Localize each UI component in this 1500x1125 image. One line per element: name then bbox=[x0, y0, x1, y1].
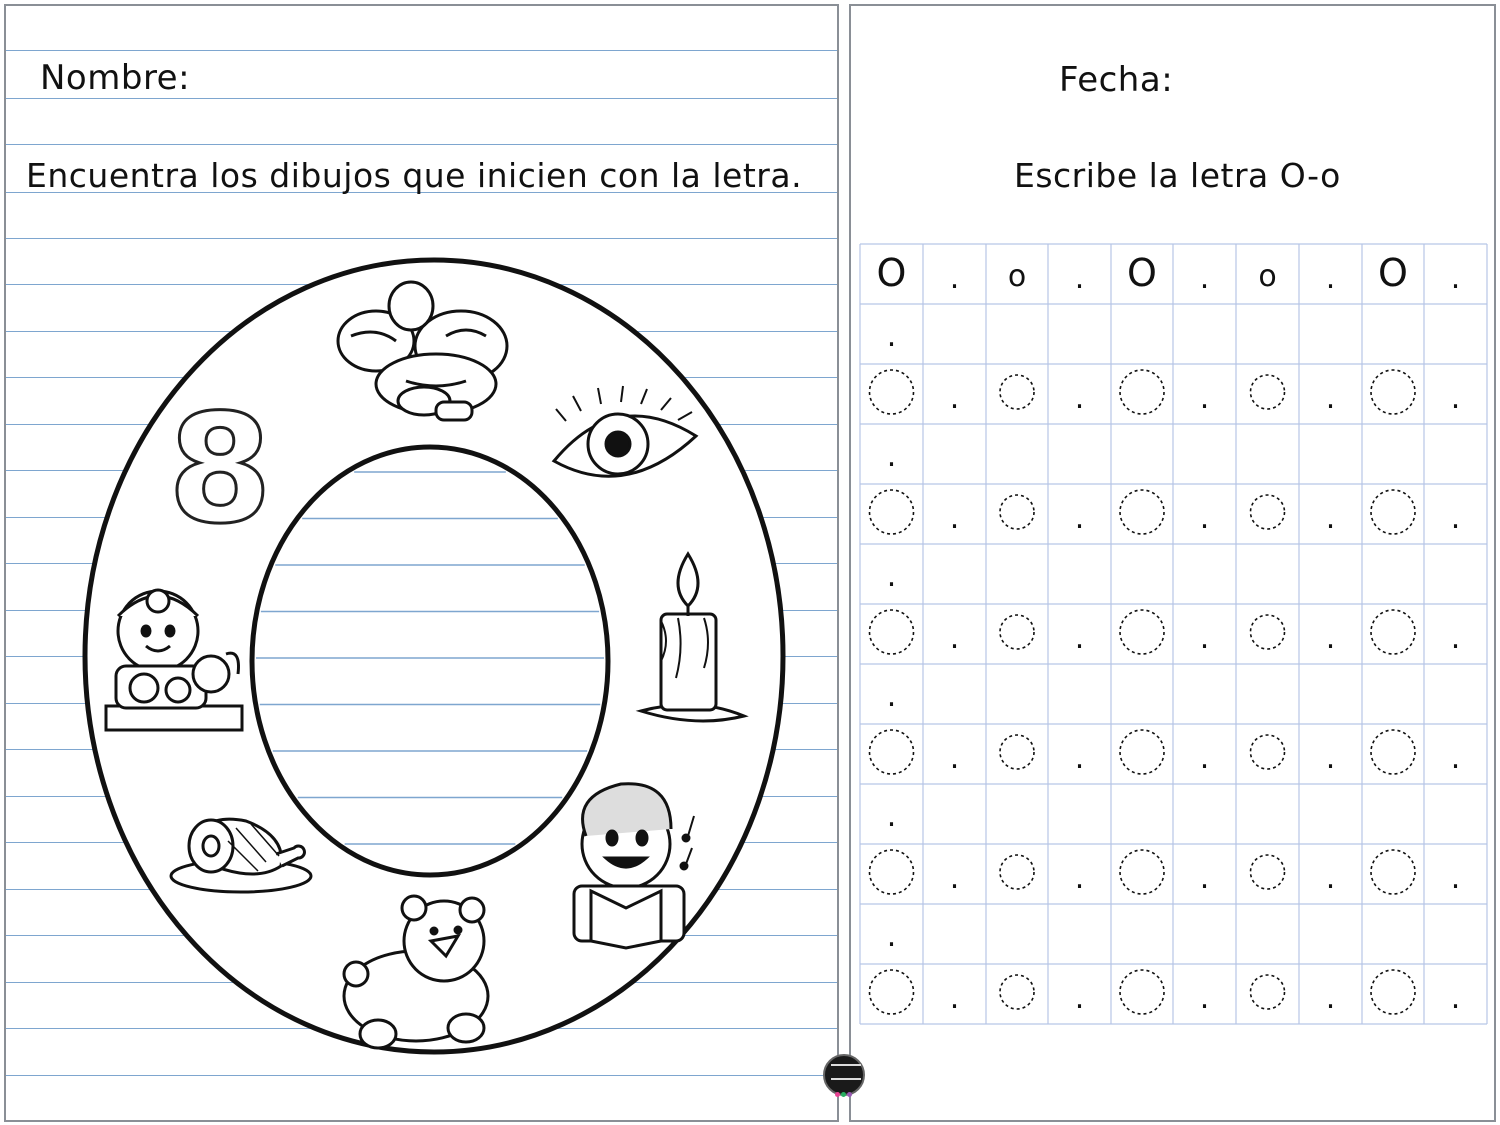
trace-uppercase-o bbox=[870, 850, 914, 894]
trace-dot: . bbox=[1450, 501, 1461, 536]
model-letter: O bbox=[1378, 251, 1408, 295]
trace-dot: . bbox=[1325, 981, 1336, 1016]
trace-dot: . bbox=[1074, 621, 1085, 656]
trace-uppercase-o bbox=[1120, 970, 1164, 1014]
trace-dot: . bbox=[1325, 381, 1336, 416]
trace-lowercase-o bbox=[1000, 495, 1034, 529]
model-dot: . bbox=[949, 261, 960, 296]
name-label: Nombre: bbox=[40, 58, 191, 98]
trace-dot: . bbox=[1199, 861, 1210, 896]
trace-dot: . bbox=[1199, 621, 1210, 656]
trace-uppercase-o bbox=[1371, 850, 1415, 894]
trace-dot: . bbox=[1074, 861, 1085, 896]
trace-uppercase-o bbox=[870, 370, 914, 414]
trace-dot: . bbox=[1074, 501, 1085, 536]
trace-uppercase-o bbox=[1120, 370, 1164, 414]
trace-uppercase-o bbox=[1371, 370, 1415, 414]
write-instruction: Escribe la letra O-o bbox=[1014, 156, 1341, 195]
trace-dot: . bbox=[949, 501, 960, 536]
trace-dot: . bbox=[1325, 861, 1336, 896]
trace-dot: . bbox=[1074, 381, 1085, 416]
model-dot: . bbox=[1074, 261, 1085, 296]
brand-logo-icon bbox=[823, 1054, 865, 1096]
right-worksheet-page bbox=[849, 4, 1496, 1122]
row-dot: . bbox=[886, 559, 897, 594]
row-dot: . bbox=[886, 799, 897, 834]
trace-uppercase-o bbox=[1371, 970, 1415, 1014]
row-dot: . bbox=[886, 439, 897, 474]
trace-dot: . bbox=[949, 741, 960, 776]
trace-lowercase-o bbox=[1000, 975, 1034, 1009]
trace-uppercase-o bbox=[870, 730, 914, 774]
trace-uppercase-o bbox=[1120, 730, 1164, 774]
trace-lowercase-o bbox=[1251, 735, 1285, 769]
trace-uppercase-o bbox=[870, 490, 914, 534]
trace-dot: . bbox=[1074, 741, 1085, 776]
model-dot: . bbox=[1199, 261, 1210, 296]
trace-dot: . bbox=[1199, 981, 1210, 1016]
row-dot: . bbox=[886, 679, 897, 714]
trace-dot: . bbox=[949, 861, 960, 896]
trace-lowercase-o bbox=[1251, 975, 1285, 1009]
trace-lowercase-o bbox=[1000, 735, 1034, 769]
trace-dot: . bbox=[1325, 501, 1336, 536]
trace-lowercase-o bbox=[1000, 615, 1034, 649]
tracing-grid bbox=[851, 6, 1498, 1124]
trace-dot: . bbox=[1450, 741, 1461, 776]
trace-dot: . bbox=[949, 981, 960, 1016]
trace-lowercase-o bbox=[1251, 615, 1285, 649]
trace-uppercase-o bbox=[1371, 610, 1415, 654]
model-letter: o bbox=[1258, 259, 1277, 294]
number-eight-text: 8 bbox=[167, 383, 273, 557]
trace-dot: . bbox=[1450, 981, 1461, 1016]
trace-uppercase-o bbox=[870, 970, 914, 1014]
model-dot: . bbox=[1325, 261, 1336, 296]
trace-lowercase-o bbox=[1251, 855, 1285, 889]
model-letter: O bbox=[1127, 251, 1157, 295]
trace-dot: . bbox=[949, 621, 960, 656]
trace-lowercase-o bbox=[1251, 495, 1285, 529]
model-letter: o bbox=[1007, 259, 1027, 294]
trace-uppercase-o bbox=[870, 610, 914, 654]
trace-lowercase-o bbox=[1251, 375, 1285, 409]
trace-uppercase-o bbox=[1371, 730, 1415, 774]
trace-dot: . bbox=[1450, 861, 1461, 896]
trace-dot: . bbox=[1325, 741, 1336, 776]
trace-lowercase-o bbox=[1000, 375, 1034, 409]
trace-uppercase-o bbox=[1120, 490, 1164, 534]
letter-o-inner bbox=[252, 447, 608, 875]
trace-dot: . bbox=[1199, 501, 1210, 536]
number-eight bbox=[168, 383, 272, 557]
trace-lowercase-o bbox=[1000, 855, 1034, 889]
row-dot: . bbox=[886, 919, 897, 954]
trace-dot: . bbox=[1199, 741, 1210, 776]
instruction-text: Encuentra los dibujos que inicien con la letra. bbox=[26, 156, 803, 195]
trace-dot: . bbox=[949, 381, 960, 416]
trace-dot: . bbox=[1450, 381, 1461, 416]
trace-uppercase-o bbox=[1120, 850, 1164, 894]
trace-uppercase-o bbox=[1120, 610, 1164, 654]
model-dot: . bbox=[1450, 261, 1461, 296]
left-worksheet-page bbox=[4, 4, 839, 1122]
date-label: Fecha: bbox=[1059, 60, 1174, 100]
trace-uppercase-o bbox=[1371, 490, 1415, 534]
trace-dot: . bbox=[1199, 381, 1210, 416]
trace-dot: . bbox=[1074, 981, 1085, 1016]
trace-dot: . bbox=[1450, 621, 1461, 656]
trace-dot: . bbox=[1325, 621, 1336, 656]
model-letter: O bbox=[876, 251, 907, 295]
row-dot: . bbox=[886, 319, 897, 354]
